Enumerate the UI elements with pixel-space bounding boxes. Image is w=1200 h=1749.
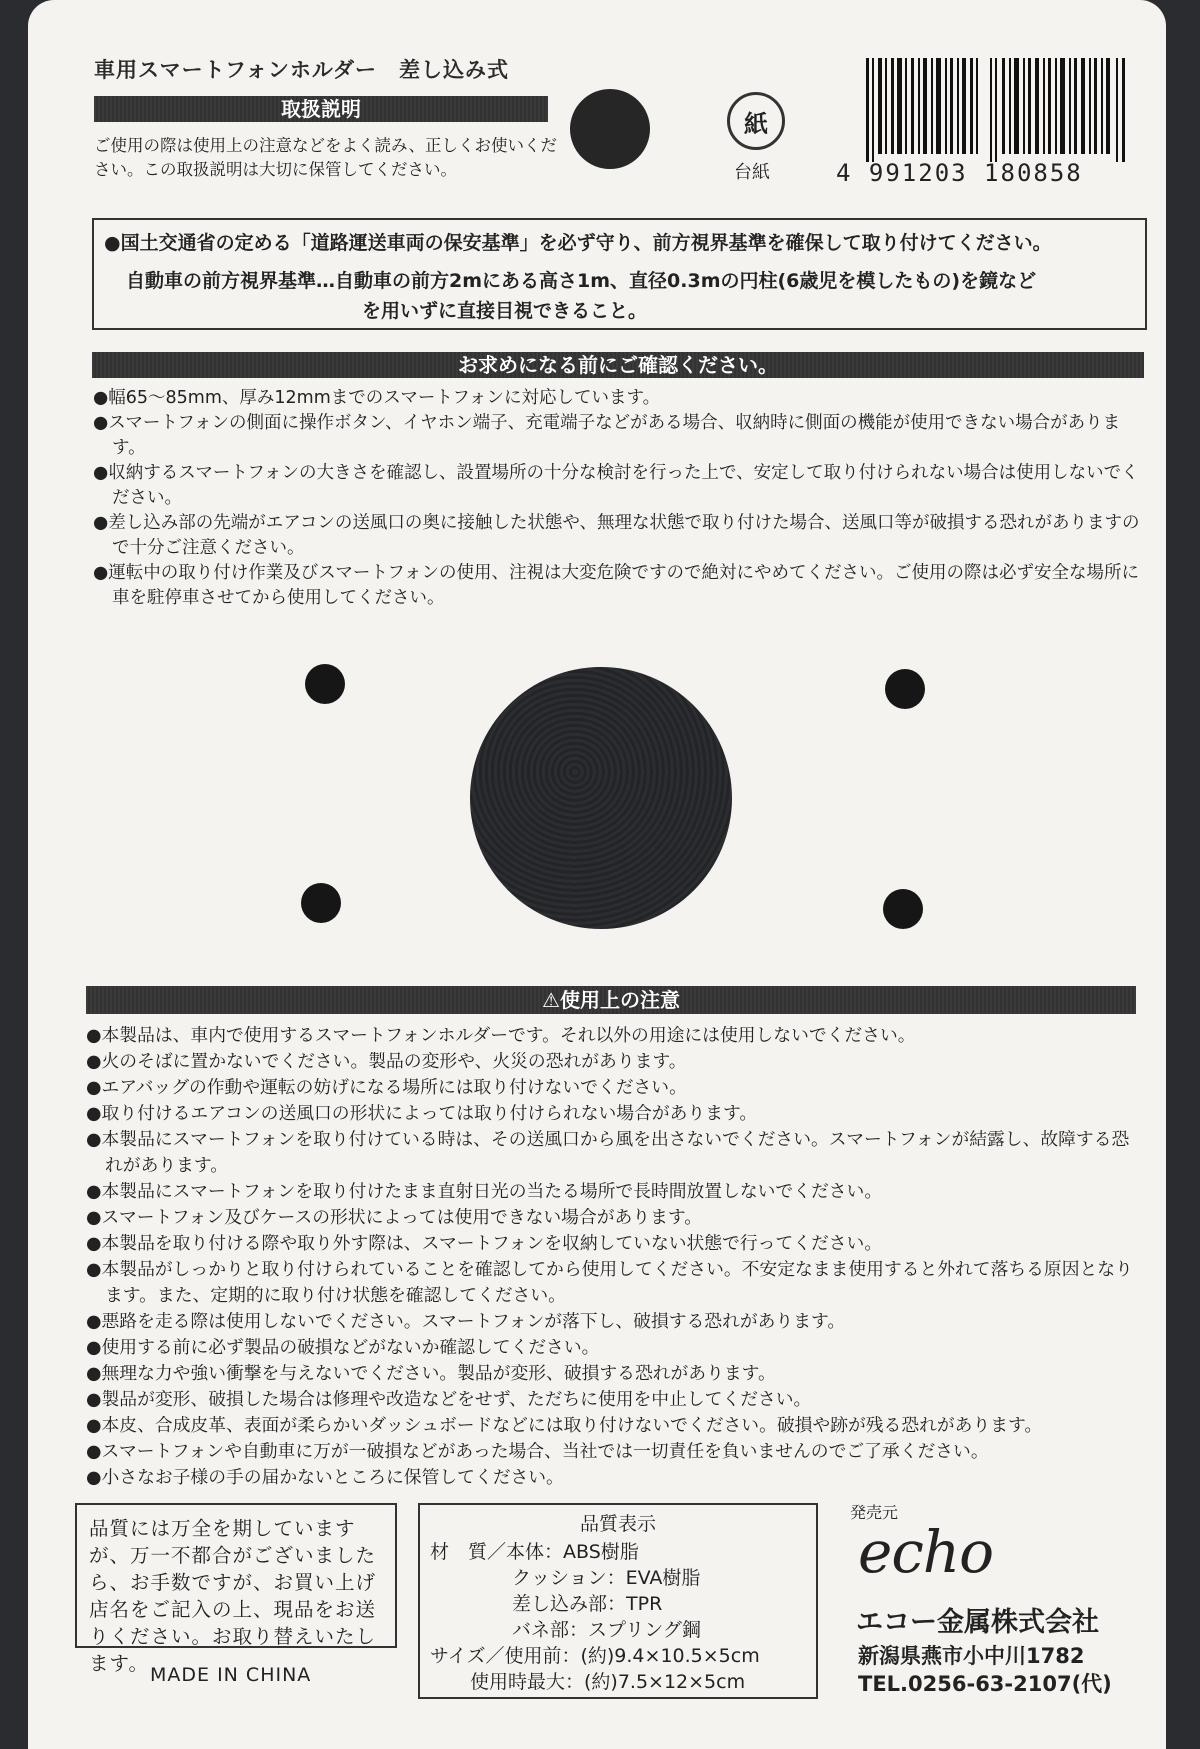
list-item: ●スマートフォンの側面に操作ボタン、イヤホン端子、充電端子などがある場合、収納時に側面の機能が使用できない場合があります。 xyxy=(93,413,1121,458)
intro-text: ご使用の際は使用上の注意などをよく読み、正しくお使いください。この取扱説明は大切に保管してください。 xyxy=(94,136,557,179)
barcode xyxy=(866,58,1128,162)
list-item: ●無理な力や強い衝撃を与えないでください。製品が変形、破損する恐れがあります。 xyxy=(86,1363,776,1384)
barcode-number: 4 991203 180858 xyxy=(836,159,1083,187)
list-item: ●本製品は、車内で使用するスマートフォンホルダーです。それ以外の用途には使用しないでください。 xyxy=(86,1025,916,1046)
mount-hole xyxy=(885,669,925,709)
product-title: 車用スマートフォンホルダー 差し込み式 xyxy=(94,58,510,82)
list-item: ●幅65～85mm、厚み12mmまでのスマートフォンに対応しています。 xyxy=(93,388,661,408)
quality-row: 使用時最大：(約)7.5×12×5cm xyxy=(470,1671,746,1693)
hanging-hole xyxy=(570,89,650,169)
quality-row: 材 質／本体：ABS樹脂 xyxy=(430,1541,639,1563)
list-item: ●製品が変形、破損した場合は修理や改造などをせず、ただちに使用を中止してください。 xyxy=(86,1389,812,1410)
quality-title: 品質表示 xyxy=(579,1513,656,1535)
product-window xyxy=(470,667,732,929)
list-item: ●本皮、合成皮革、表面が柔らかいダッシュボードなどには取り付けないでください。破損や跡が残る恐れがあります。 xyxy=(86,1415,1043,1436)
list-item: ●エアバッグの作動や運転の妨げになる場所には取り付けないでください。 xyxy=(86,1077,687,1098)
list-item: ●差し込み部の先端がエアコンの送風口の奥に接触した状態や、無理な状態で取り付けた場合、送風口等が破損する恐れがありますので十分ご注意ください。 xyxy=(93,513,1140,558)
list-item: ●小さなお子様の手の届かないところに保管してください。 xyxy=(86,1467,564,1488)
quality-row: 差し込み部：TPR xyxy=(512,1593,663,1615)
list-item: ●火のそばに置かないでください。製品の変形や、火災の恐れがあります。 xyxy=(86,1051,687,1072)
list-item: ●スマートフォンや自動車に万が一破損などがあった場合、当社では一切責任を負いませんのでご了承ください。 xyxy=(86,1441,989,1462)
list-item: ●本製品を取り付ける際や取り外す際は、スマートフォンを収納していない状態で行ってください。 xyxy=(86,1233,883,1254)
quality-row: クッション：EVA樹脂 xyxy=(512,1567,701,1589)
list-item: ●使用する前に必ず製品の破損などがないか確認してください。 xyxy=(86,1337,600,1358)
list-item: ●収納するスマートフォンの大きさを確認し、設置場所の十分な検討を行った上で、安定して取り付けられない場合は使用しないでください。 xyxy=(93,463,1139,508)
mount-hole xyxy=(883,889,923,929)
quality-row: サイズ／使用前：(約)9.4×10.5×5cm xyxy=(430,1645,760,1667)
echo-logo: echo xyxy=(858,1518,994,1586)
made-in-label: MADE IN CHINA xyxy=(150,1664,312,1686)
quality-row: バネ部：スプリング鋼 xyxy=(512,1619,701,1641)
manual-heading: 取扱説明 xyxy=(94,96,548,122)
list-item: ●本製品がしっかりと取り付けられていることを確認してから使用してください。不安定なまま使用すると外れて落ちる原因となります。また、定期的に取り付け状態を確認してください。 xyxy=(86,1259,1133,1306)
caution-heading: ⚠使用上の注意 xyxy=(86,986,1136,1014)
mount-hole xyxy=(301,883,341,923)
guarantee-box: 品質には万全を期していますが、万一不都合がございましたら、お手数ですが、お買い上げ店名をご記入の上、現品をお送りください。お取り替えいたします。 xyxy=(75,1503,397,1648)
company-tel: TEL.0256-63-2107(代) xyxy=(858,1672,1112,1696)
list-item: ●悪路を走る際は使用しないでください。スマートフォンが落下し、破損する恐れがあります。 xyxy=(86,1311,846,1332)
list-item: ●スマートフォン及びケースの形状によっては使用できない場合があります。 xyxy=(86,1207,702,1228)
check-list xyxy=(93,386,1143,611)
list-item: ●本製品にスマートフォンを取り付けている時は、その送風口から風を出さないでください。スマートフォンが結露し、故障する恐れがあります。 xyxy=(86,1129,1130,1176)
list-item: ●本製品にスマートフォンを取り付けたまま直射日光の当たる場所で長時間放置しないでください。 xyxy=(86,1181,883,1202)
company-name: エコー金属株式会社 xyxy=(856,1607,1099,1638)
quality-label-box xyxy=(418,1503,818,1699)
check-heading: お求めになる前にご確認ください。 xyxy=(92,352,1144,378)
seller-label: 発売元 xyxy=(850,1503,899,1522)
recycle-label: 台紙 xyxy=(734,162,770,183)
company-address: 新潟県燕市小中川1782 xyxy=(858,1644,1085,1668)
notice-line-2: 自動車の前方視界基準…自動車の前方2mにある高さ1m、直径0.3mの円柱(6歳児を模したもの)を鏡など xyxy=(126,270,1037,292)
list-item: ●運転中の取り付け作業及びスマートフォンの使用、注視は大変危険ですので絶対にやめてください。ご使用の際は必ず安全な場所に車を駐停車させてから使用してください。 xyxy=(93,563,1140,608)
list-item: ●取り付けるエアコンの送風口の形状によっては取り付けられない場合があります。 xyxy=(86,1103,758,1124)
caution-list xyxy=(86,1023,1144,1491)
notice-line-1: ●国土交通省の定める「道路運送車両の保安基準」を必ず守り、前方視界基準を確保して取り付けてください。 xyxy=(104,232,1052,254)
paper-recycle-icon: 紙 xyxy=(727,92,785,150)
mount-hole xyxy=(305,664,345,704)
notice-line-3: を用いずに直接目視できること。 xyxy=(362,300,648,322)
